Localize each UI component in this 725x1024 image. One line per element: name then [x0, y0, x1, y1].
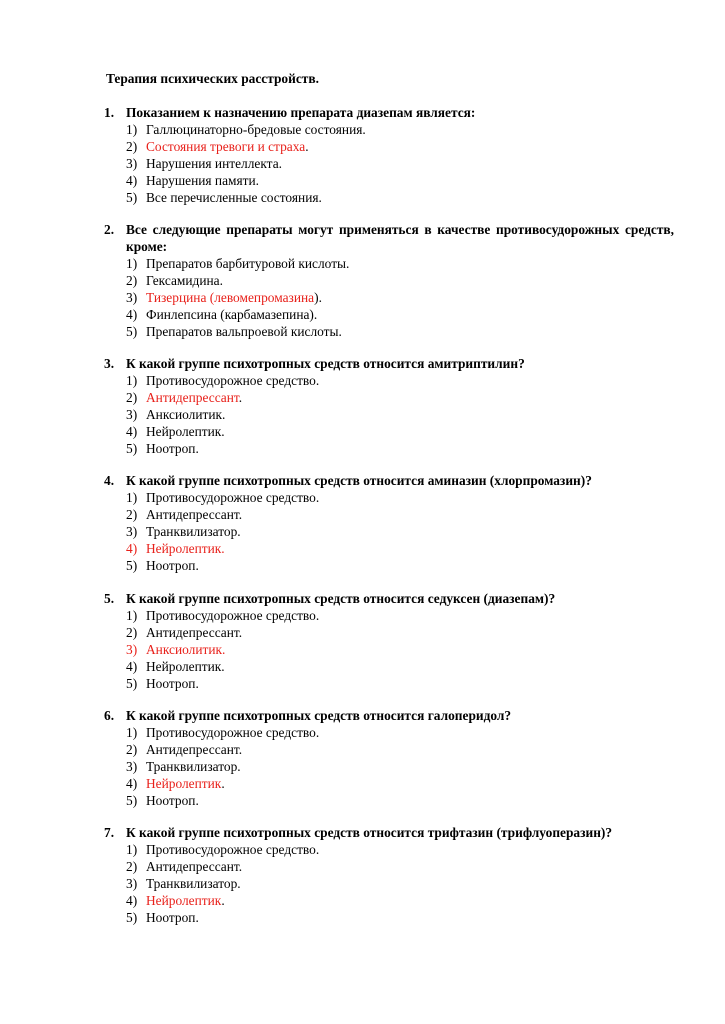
question-heading	[104, 104, 674, 121]
answer-list	[104, 607, 674, 692]
answer-number: 3)	[126, 407, 138, 422]
answer-option	[126, 792, 674, 809]
answer-number: 4)	[126, 541, 138, 556]
answer-number: 4)	[126, 307, 138, 322]
answer-option	[126, 841, 674, 858]
question-6	[104, 707, 674, 809]
answer-text: Ноотроп.	[146, 910, 199, 925]
answer-option	[126, 875, 674, 892]
answer-option-correct	[126, 892, 674, 909]
question-number: 4.	[104, 473, 115, 488]
question-heading	[104, 707, 674, 724]
answer-option-correct	[126, 641, 674, 658]
answer-number: 3)	[126, 876, 138, 891]
answer-list	[104, 121, 674, 206]
answer-text: Финлепсина (карбамазепина).	[146, 307, 318, 322]
answer-number: 5)	[126, 324, 138, 339]
answer-number: 1)	[126, 490, 138, 505]
answer-text: Гексамидина.	[146, 273, 223, 288]
answer-number: 5)	[126, 793, 138, 808]
question-3	[104, 355, 674, 457]
answer-text: Антидепрессант.	[146, 859, 243, 874]
answer-option	[126, 372, 674, 389]
question-number: 1.	[104, 105, 115, 120]
question-number: 7.	[104, 825, 115, 840]
answer-number: 3)	[126, 290, 138, 305]
answer-number: 4)	[126, 424, 138, 439]
answer-option	[126, 121, 674, 138]
answer-option	[126, 724, 674, 741]
answer-option-correct	[126, 138, 674, 155]
answer-option	[126, 255, 674, 272]
answer-number: 5)	[126, 441, 138, 456]
answer-number: 4)	[126, 659, 138, 674]
answer-number: 1)	[126, 725, 138, 740]
answer-text: Ноотроп.	[146, 441, 199, 456]
answer-option-correct	[126, 389, 674, 406]
answer-text: Антидепрессант.	[146, 625, 243, 640]
answer-number: 5)	[126, 558, 138, 573]
answer-number: 2)	[126, 139, 138, 154]
question-heading	[104, 824, 674, 841]
answer-text: Нейролептик.	[146, 541, 225, 556]
answer-text: Ноотроп.	[146, 558, 199, 573]
answer-text: Транквилизатор.	[146, 524, 241, 539]
question-2	[104, 221, 674, 340]
answer-number: 3)	[126, 524, 138, 539]
answer-option	[126, 423, 674, 440]
question-heading	[104, 355, 674, 372]
answer-number: 3)	[126, 759, 138, 774]
answer-option	[126, 172, 674, 189]
question-text: К какой группе психотропных средств относится аминазин (хлорпромазин)?	[126, 473, 592, 488]
answer-number: 2)	[126, 859, 138, 874]
answer-text: Нарушения памяти.	[146, 173, 260, 188]
answer-option	[126, 155, 674, 172]
question-7	[104, 824, 674, 926]
answer-number: 2)	[126, 742, 138, 757]
answer-punctuation: .	[305, 139, 309, 154]
answer-option-correct	[126, 289, 674, 306]
answer-option	[126, 272, 674, 289]
answer-number: 4)	[126, 173, 138, 188]
answer-number: 2)	[126, 625, 138, 640]
answer-option-correct	[126, 775, 674, 792]
answer-option	[126, 758, 674, 775]
answer-number: 3)	[126, 642, 138, 657]
answer-number: 4)	[126, 776, 138, 791]
answer-option	[126, 523, 674, 540]
answer-punctuation: .	[238, 390, 243, 405]
document-title: Терапия психических расстройств.	[106, 71, 319, 86]
answer-number: 1)	[126, 842, 138, 857]
question-text: Показанием к назначению препарата диазепам является:	[126, 105, 476, 120]
question-5	[104, 590, 674, 692]
answer-number: 2)	[126, 390, 138, 405]
answer-text: Препаратов вальпроевой кислоты.	[146, 324, 342, 339]
answer-text: Анксиолитик.	[146, 642, 226, 657]
answer-text: Ноотроп.	[146, 676, 199, 691]
question-number: 5.	[104, 591, 115, 606]
answer-text: Ноотроп.	[146, 793, 199, 808]
answer-option	[126, 607, 674, 624]
answer-list	[104, 255, 674, 340]
answer-number: 5)	[126, 910, 138, 925]
answer-number: 1)	[126, 122, 138, 137]
question-text: К какой группе психотропных средств относится галоперидол?	[126, 708, 512, 723]
answer-text: Состояния тревоги и страха	[146, 139, 306, 154]
question-1	[104, 104, 674, 206]
answer-text: Нарушения интеллекта.	[146, 156, 282, 171]
answer-option	[126, 675, 674, 692]
answer-number: 3)	[126, 156, 138, 171]
answer-option	[126, 624, 674, 641]
answer-text: Тизерцина (левомепромазина	[146, 290, 315, 305]
answer-list	[104, 724, 674, 809]
question-number: 6.	[104, 708, 115, 723]
answer-option-correct	[126, 540, 674, 557]
answer-text: Транквилизатор.	[146, 759, 241, 774]
answer-punctuation: .	[221, 893, 225, 908]
answer-text: Антидепрессант	[146, 390, 239, 405]
answer-text: Противосудорожное средство.	[146, 608, 320, 623]
answer-number: 4)	[126, 893, 138, 908]
answer-option	[126, 440, 674, 457]
answer-option	[126, 741, 674, 758]
answer-list	[104, 841, 674, 926]
answer-option	[126, 658, 674, 675]
question-number: 2.	[104, 222, 115, 237]
answer-text: Антидепрессант.	[146, 507, 243, 522]
answer-option	[126, 323, 674, 340]
answer-text: Все перечисленные состояния.	[146, 190, 322, 205]
answer-number: 5)	[126, 190, 138, 205]
answer-option	[126, 189, 674, 206]
answer-list	[104, 489, 674, 574]
answer-text: Транквилизатор.	[146, 876, 241, 891]
question-text: Все следующие препараты могут применяться в качестве противосудорожных средств, кроме:	[126, 222, 674, 254]
question-text: К какой группе психотропных средств относится трифтазин (трифлуоперазин)?	[126, 825, 613, 840]
answer-text: Противосудорожное средство.	[146, 725, 320, 740]
answer-text: Анксиолитик.	[146, 407, 226, 422]
answer-text: Нейролептик.	[146, 424, 225, 439]
answer-number: 5)	[126, 676, 138, 691]
answer-option	[126, 909, 674, 926]
answer-option	[126, 557, 674, 574]
answer-text: Противосудорожное средство.	[146, 373, 320, 388]
answer-text: Галлюцинаторно-бредовые состояния.	[146, 122, 366, 137]
question-heading	[104, 221, 674, 255]
answer-text: Нейролептик	[146, 776, 222, 791]
answer-text: Препаратов барбитуровой кислоты.	[146, 256, 350, 271]
answer-number: 2)	[126, 507, 138, 522]
answer-number: 2)	[126, 273, 138, 288]
answer-number: 1)	[126, 373, 138, 388]
question-text: К какой группе психотропных средств относится амитриптилин?	[126, 356, 525, 371]
question-heading	[104, 590, 674, 607]
answer-text: Нейролептик.	[146, 659, 225, 674]
answer-option	[126, 506, 674, 523]
answer-punctuation: .	[221, 776, 225, 791]
question-number: 3.	[104, 356, 115, 371]
answer-number: 1)	[126, 256, 138, 271]
answer-text: Противосудорожное средство.	[146, 490, 320, 505]
answer-punctuation: ).	[314, 290, 322, 305]
answer-option	[126, 489, 674, 506]
answer-text: Антидепрессант.	[146, 742, 243, 757]
answer-option	[126, 858, 674, 875]
answer-list	[104, 372, 674, 457]
answer-option	[126, 406, 674, 423]
question-heading	[104, 472, 674, 489]
answer-text: Противосудорожное средство.	[146, 842, 320, 857]
answer-option	[126, 306, 674, 323]
question-4	[104, 472, 674, 574]
answer-text: Нейролептик	[146, 893, 222, 908]
question-text: К какой группе психотропных средств относится седуксен (диазепам)?	[126, 591, 556, 606]
answer-number: 1)	[126, 608, 138, 623]
